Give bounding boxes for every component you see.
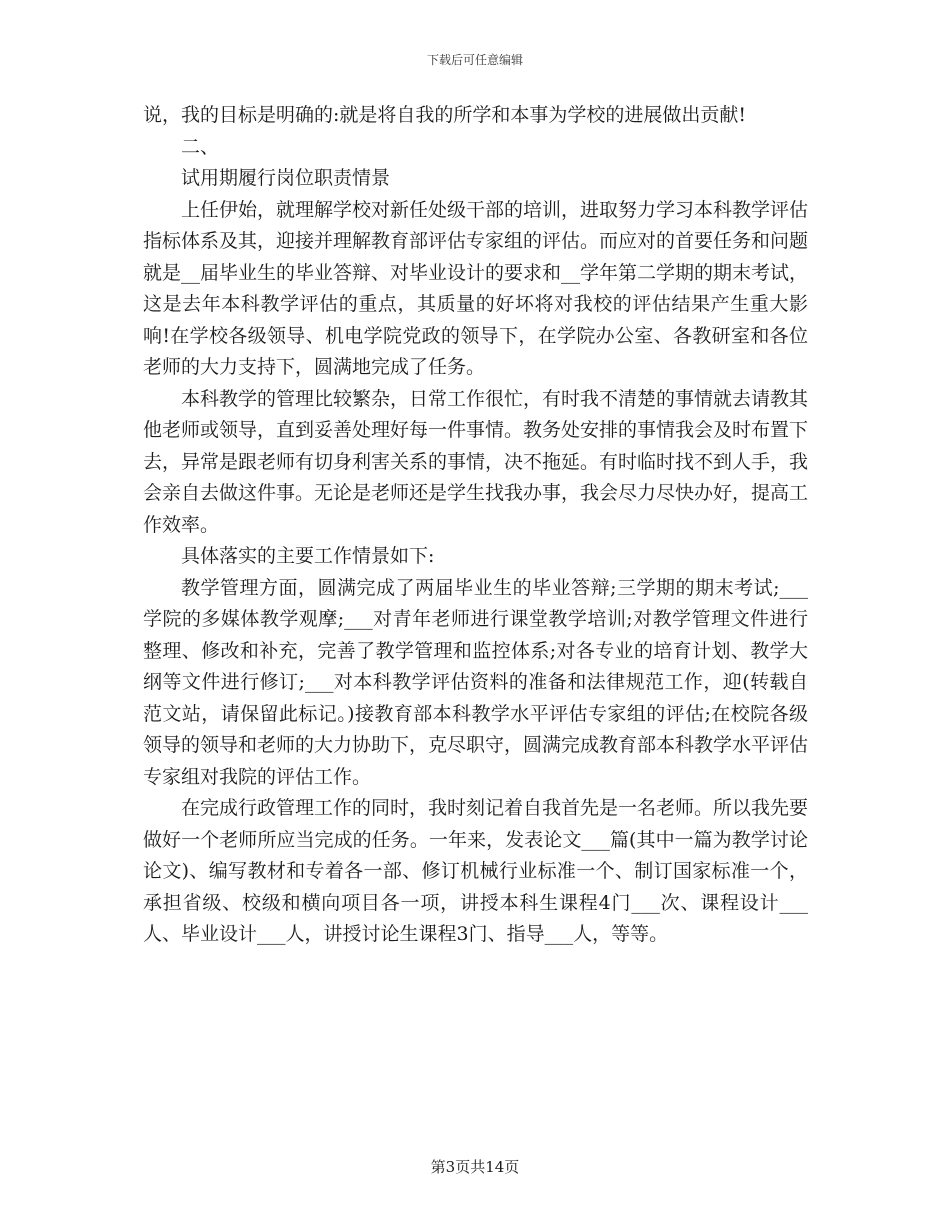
- paragraph-teaching-management: 教学管理方面，圆满完成了两届毕业生的毕业答辩;三学期的期末考试;___学院的多媒体教学观摩;___对青年老师进行课堂教学培训;对教学管理文件进行整理、修改和补充，完善了教学管理和监控体系;对各专业的培育计划、教学大纲等文件进行修订;___对本科教学评估资料的准备和法律规范工作，迎(转载自范文站，请保留此标记。)接教育部本科教学水平评估专家组的评估;在校院各级领导的领导和老师的大力协助下，克尽职守，圆满完成教育部本科教学水平评估专家组对我院的评估工作。: [143, 576, 809, 788]
- paragraph-training: 上任伊始，就理解学校对新任处级干部的培训，进取努力学习本科教学评估指标体系及其，迎接并理解教育部评估专家组的评估。而应对的首要任务和问题就是__届毕业生的毕业答辩、对毕业设计的要求和__学年第二学期的期末考试，这是去年本科教学评估的重点，其质量的好坏将对我校的评估结果产生重大影响!在学校各级领导、机电学院党政的领导下，在学院办公室、各教研室和各位老师的大力支持下，圆满地完成了任务。: [143, 198, 809, 378]
- paragraph-management: 本科教学的管理比较繁杂，日常工作很忙，有时我不清楚的事情就去请教其他老师或领导，直到妥善处理好每一件事情。教务处安排的事情我会及时布置下去，异常是跟老师有切身利害关系的事情，决不拖延。有时临时找不到人手，我会亲自去做这件事。无论是老师还是学生找我办事，我会尽力尽快办好，提高工作效率。: [143, 387, 809, 536]
- page-header: 下载后可任意编辑: [426, 53, 523, 67]
- paragraph-teacher-duties: 在完成行政管理工作的同时，我时刻记着自我首先是一名老师。所以我先要做好一个老师所应当完成的任务。一年来，发表论文___篇(其中一篇为教学讨论论文)、编写教材和专着各一部、修订机械行业标准一个、制订国家标准一个，承担省级、校级和横向项目各一项，讲授本科生课程4门___次、课程设计___人、毕业设计___人，讲授讨论生课程3门、指导___人，等等。: [143, 797, 809, 945]
- paragraph-work-intro: 具体落实的主要工作情景如下:: [181, 545, 435, 567]
- paragraph-1: 说，我的目标是明确的:就是将自我的所学和本事为学校的进展做出贡献!: [143, 104, 747, 126]
- section-title: 试用期履行岗位职责情景: [181, 167, 391, 189]
- document-body: [143, 100, 808, 951]
- section-number: 二、: [181, 135, 220, 158]
- page-footer: 第3页共14页: [430, 1158, 520, 1176]
